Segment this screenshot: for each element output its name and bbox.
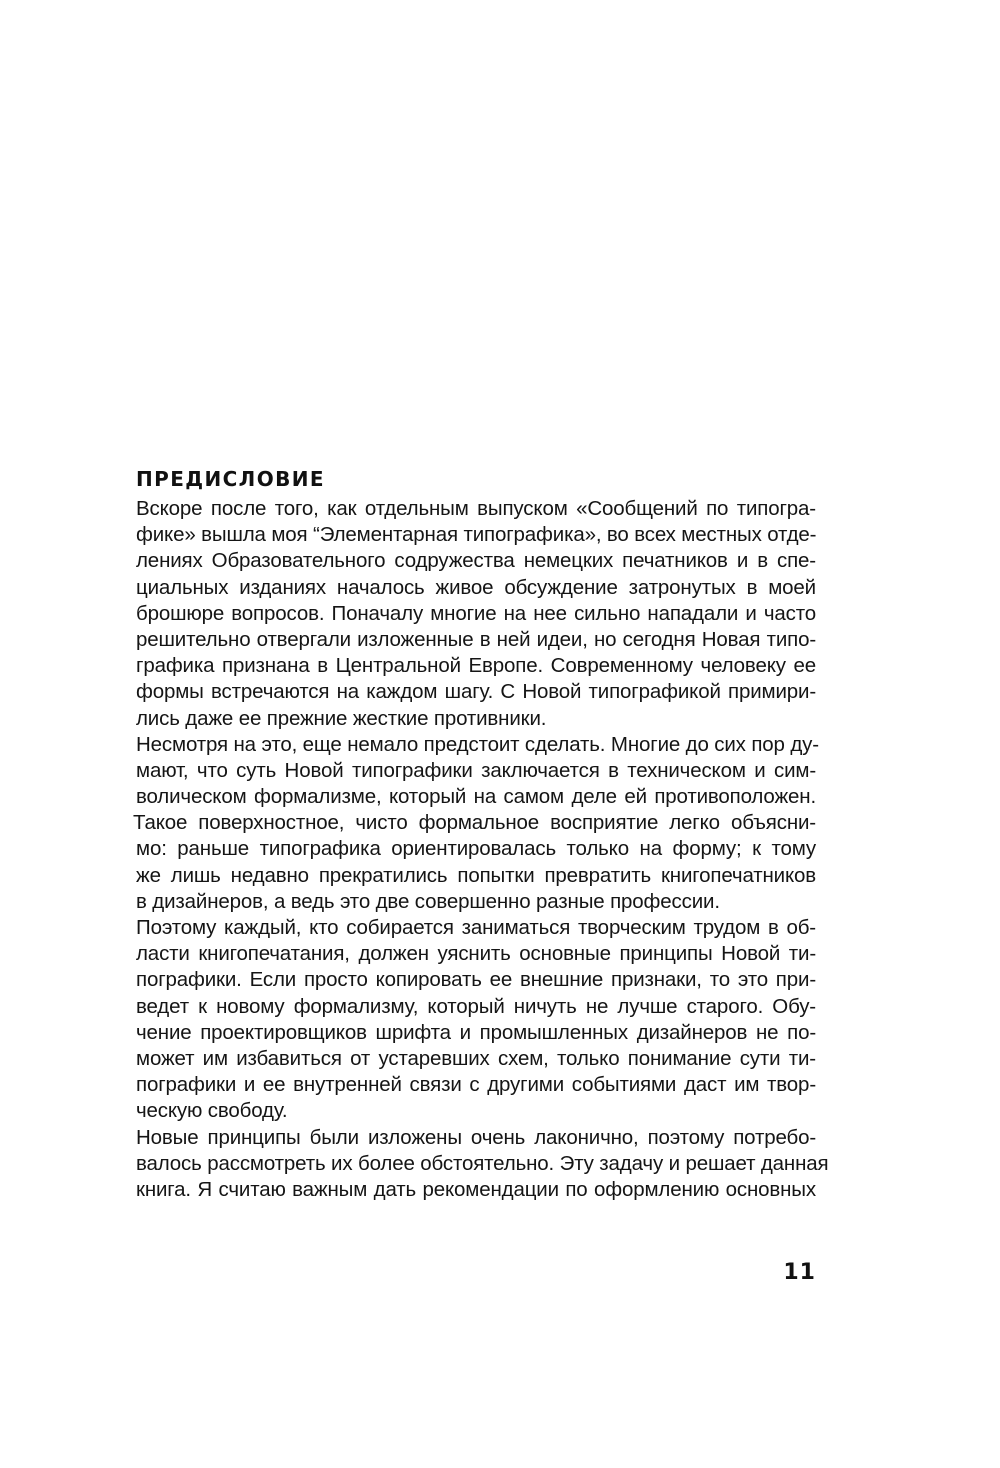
text-line: же лишь недавно прекратились попытки превратить книгопечатников bbox=[136, 863, 816, 887]
body-text bbox=[133, 496, 829, 1203]
chapter-heading: ПРЕДИСЛОВИЕ bbox=[136, 467, 325, 491]
text-line: Несмотря на это, еще немало предстоит сделать. Многие до сих пор ду- bbox=[136, 732, 819, 756]
text-line: формы встречаются на каждом шагу. С Новой типографикой примири- bbox=[136, 680, 816, 704]
text-line: пографики и ее внутренней связи с другими событиями даст им твор- bbox=[136, 1073, 816, 1097]
text-line: может им избавиться от устаревших схем, только понимание сути ти- bbox=[136, 1046, 816, 1070]
text-line: брошюре вопросов. Поначалу многие на нее сильно нападали и часто bbox=[136, 601, 816, 625]
text-line: Поэтому каждый, кто собирается заниматься творческим трудом в об- bbox=[136, 916, 816, 939]
text-line: решительно отвергали изложенные в ней идеи, но сегодня Новая типо- bbox=[136, 627, 816, 651]
text-line: Вскоре после того, как отдельным выпуском «Сообщений по типогра- bbox=[136, 497, 816, 520]
text-line: лись даже ее прежние жесткие противники. bbox=[136, 706, 547, 730]
text-line: в дизайнеров, а ведь это две совершенно разные профессии. bbox=[136, 889, 720, 913]
text-line: циальных изданиях началось живое обсуждение затронутых в моей bbox=[136, 575, 816, 599]
text-line: Новые принципы были изложены очень лаконично, поэтому потребо- bbox=[136, 1125, 816, 1149]
text-line: Такое поверхностное, чисто формальное восприятие легко объясни- bbox=[133, 811, 816, 835]
text-line: пографики. Если просто копировать ее внешние признаки, то это при- bbox=[136, 968, 816, 992]
text-line: ласти книгопечатания, должен уяснить основные принципы Новой ти- bbox=[136, 942, 816, 966]
page-number: 11 bbox=[783, 1260, 816, 1285]
text-line: волическом формализме, который на самом деле ей противоположен. bbox=[136, 785, 816, 809]
text-line: мают, что суть Новой типографики заключается в техническом и сим- bbox=[136, 758, 816, 782]
text-line: чение проектировщиков шрифта и промышленных дизайнеров не по- bbox=[136, 1020, 816, 1044]
text-line: фике» вышла моя “Элементарная типографика», во всех местных отде- bbox=[136, 523, 817, 547]
text-line: книга. Я считаю важным дать рекомендации по оформлению основных bbox=[136, 1177, 816, 1201]
text-line: ведет к новому формализму, который ничуть не лучше старого. Обу- bbox=[136, 994, 816, 1018]
text-line: валось рассмотреть их более обстоятельно. Эту задачу и решает данная bbox=[136, 1151, 829, 1175]
text-line: мо: раньше типографика ориентировалась только на форму; к тому bbox=[136, 837, 816, 861]
text-line: ческую свободу. bbox=[136, 1099, 288, 1123]
text-line: графика признана в Центральной Европе. Современному человеку ее bbox=[136, 654, 816, 678]
text-line: лениях Образовательного содружества немецких печатников и в спе- bbox=[136, 549, 816, 573]
